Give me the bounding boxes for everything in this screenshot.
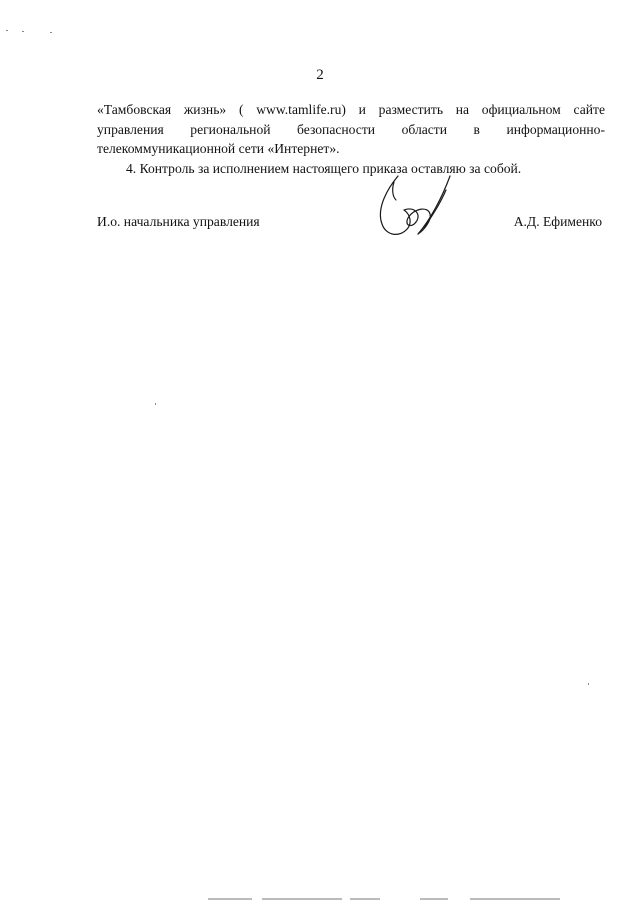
handwritten-signature (370, 170, 460, 242)
scan-edge-mark (262, 898, 342, 900)
signatory-title: И.о. начальника управления (97, 214, 260, 229)
paragraph-continuation (97, 100, 605, 159)
signatory-name: А.Д. Ефименко (513, 214, 602, 229)
page-number: 2 (316, 67, 324, 83)
scan-speck (50, 32, 52, 33)
scan-edge-mark (208, 898, 252, 900)
scan-speck (588, 683, 589, 685)
document-body (97, 100, 605, 178)
scan-speck (22, 31, 24, 32)
paragraph-control-clause: 4. Контроль за исполнением настоящего приказа оставляю за собой. (126, 160, 522, 176)
scan-edge-mark (470, 898, 560, 900)
paragraph-line: управления региональной безопасности области в информационно- (97, 121, 605, 137)
scan-edge-mark (350, 898, 380, 900)
paragraph-line: «Тамбовская жизнь» ( www.tamlife.ru) и разместить на официальном сайте (97, 102, 605, 117)
scan-speck (155, 403, 156, 405)
paragraph-line: телекоммуникационной сети «Интернет». (97, 141, 340, 156)
scan-edge-mark (420, 898, 448, 900)
scan-speck (6, 30, 8, 31)
